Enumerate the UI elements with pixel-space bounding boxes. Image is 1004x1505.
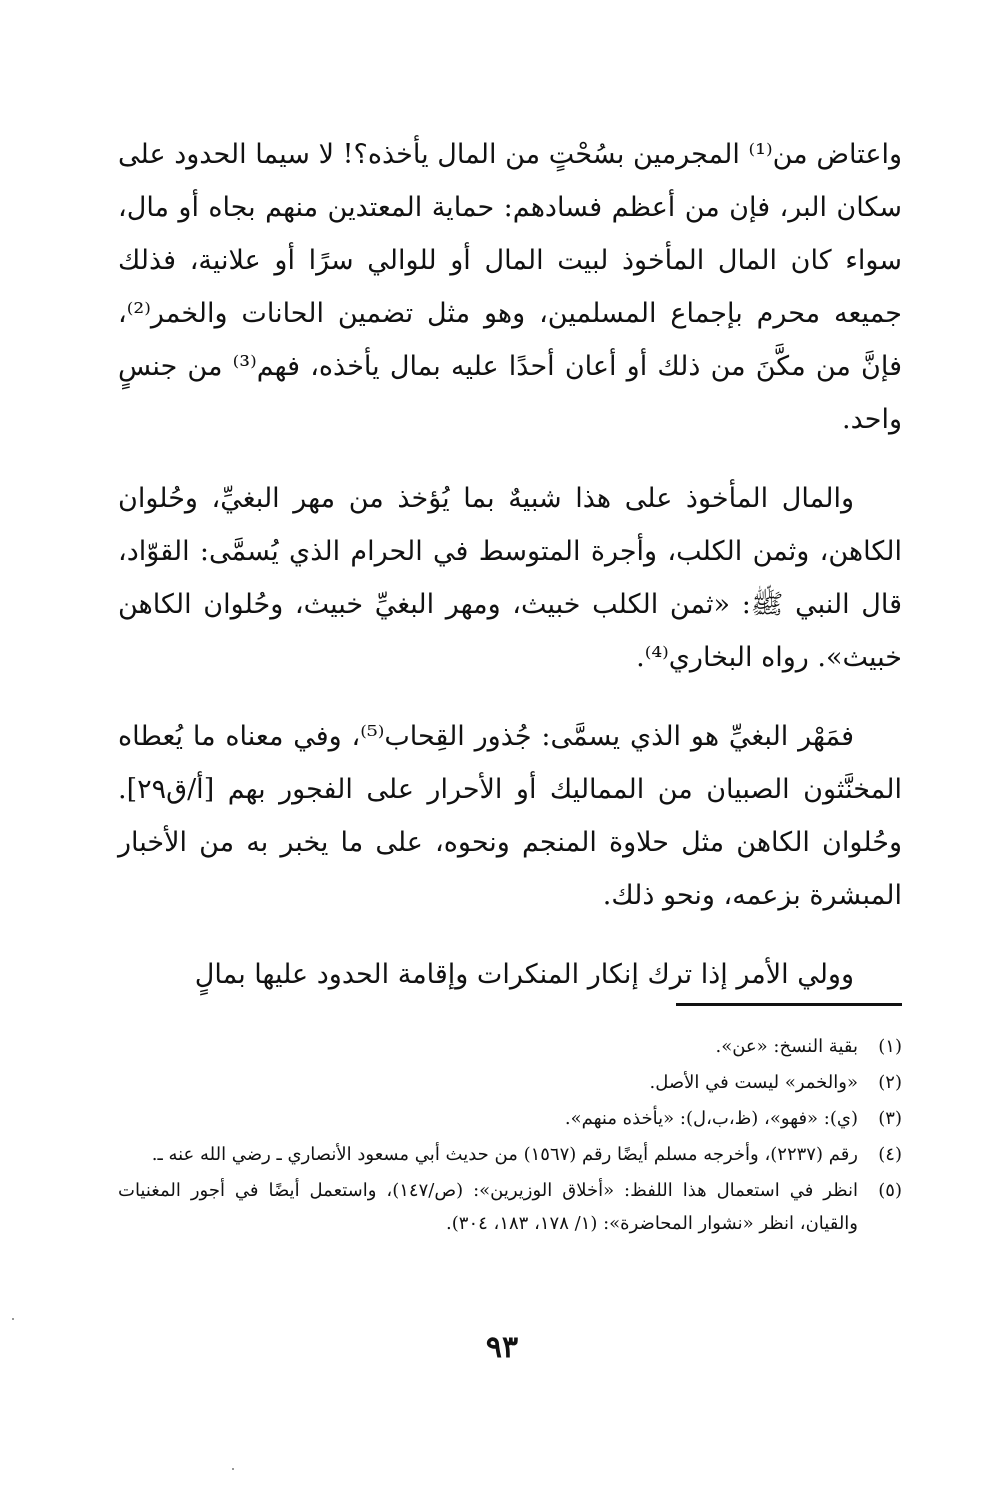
footnote-text: انظر في استعمال هذا اللفظ: «أخلاق الوزيرين»: (ص/١٤٧)، واستعمل أيضًا في أجور المغنيات والقيان، انظر «نشوار المحاضرة»: (١/ ١٧٨، ١٨٣، ٣٠٤).	[118, 1180, 858, 1234]
footnote-marker: (٢)	[878, 1072, 902, 1093]
footnote-5	[118, 1174, 902, 1240]
paragraph-2: والمال المأخوذ على هذا شبيهٌ بما يُؤخذ من مهر البغيِّ، وحُلوان الكاهن، وثمن الكلب، وأجرة المتوسط في الحرام الذي يُسمَّى: القوّاد، قال النبي ﷺ: «ثمن الكلب خبيث، ومهر البغيِّ خبيث، وحُلوان الكاهن خبيث». رواه البخاري⁽⁴⁾.	[118, 483, 902, 673]
footnotes	[118, 1030, 902, 1243]
main-text	[118, 128, 902, 1027]
paragraph-4: وولي الأمر إذا ترك إنكار المنكرات وإقامة الحدود عليها بمالٍ	[194, 959, 854, 990]
footnote-separator	[676, 1003, 902, 1006]
footnote-text: رقم (٢٢٣٧)، وأخرجه مسلم أيضًا رقم (١٥٦٧) من حديث أبي مسعود الأنصاري ـ رضي الله عنه ـ.	[151, 1144, 858, 1165]
footnote-marker: (٣)	[878, 1108, 902, 1129]
footnote-1	[118, 1030, 902, 1063]
footnote-marker: (١)	[878, 1036, 902, 1057]
footnote-text: (ي): «فهو»، (ظ،ب،ل): «يأخذه منهم».	[564, 1108, 858, 1129]
paragraph-1: واعتاض من⁽¹⁾ المجرمين بسُحْتٍ من المال يأخذه؟! لا سيما الحدود على سكان البر، فإن من أعظم فسادهم: حماية المعتدين منهم بجاه أو مال، سواء كان المال المأخوذ لبيت المال أو للوالي سرًا أو علانية، فذلك جميعه محرم بإجماع المسلمين، وهو مثل تضمين الحانات والخمر⁽²⁾، فإنَّ من مكَّنَ من ذلك أو أعان أحدًا عليه بمال يأخذه، فهم⁽³⁾ من جنسٍ واحد.	[118, 139, 902, 435]
footnote-3	[118, 1102, 902, 1135]
footnote-text: «والخمر» ليست في الأصل.	[649, 1072, 858, 1093]
paragraph-3: فمَهْر البغيِّ هو الذي يسمَّى: جُذور القِحاب⁽⁵⁾، وفي معناه ما يُعطاه المخنَّثون الصبيان من المماليك أو الأحرار على الفجور بهم [أ/ق٢٩]. وحُلوان الكاهن مثل حلاوة المنجم ونحوه، على ما يخبر به من الأخبار المبشرة بزعمه، ونحو ذلك.	[118, 721, 902, 911]
page-number: ٩٣	[485, 1330, 519, 1365]
footnote-4	[118, 1138, 902, 1171]
footnote-marker: (٥)	[878, 1180, 902, 1201]
footnote-text: بقية النسخ: «عن».	[715, 1036, 858, 1057]
scan-speck	[232, 1468, 234, 1470]
footnote-marker: (٤)	[878, 1144, 902, 1165]
scan-speck	[12, 1318, 14, 1320]
footnote-2	[118, 1066, 902, 1099]
